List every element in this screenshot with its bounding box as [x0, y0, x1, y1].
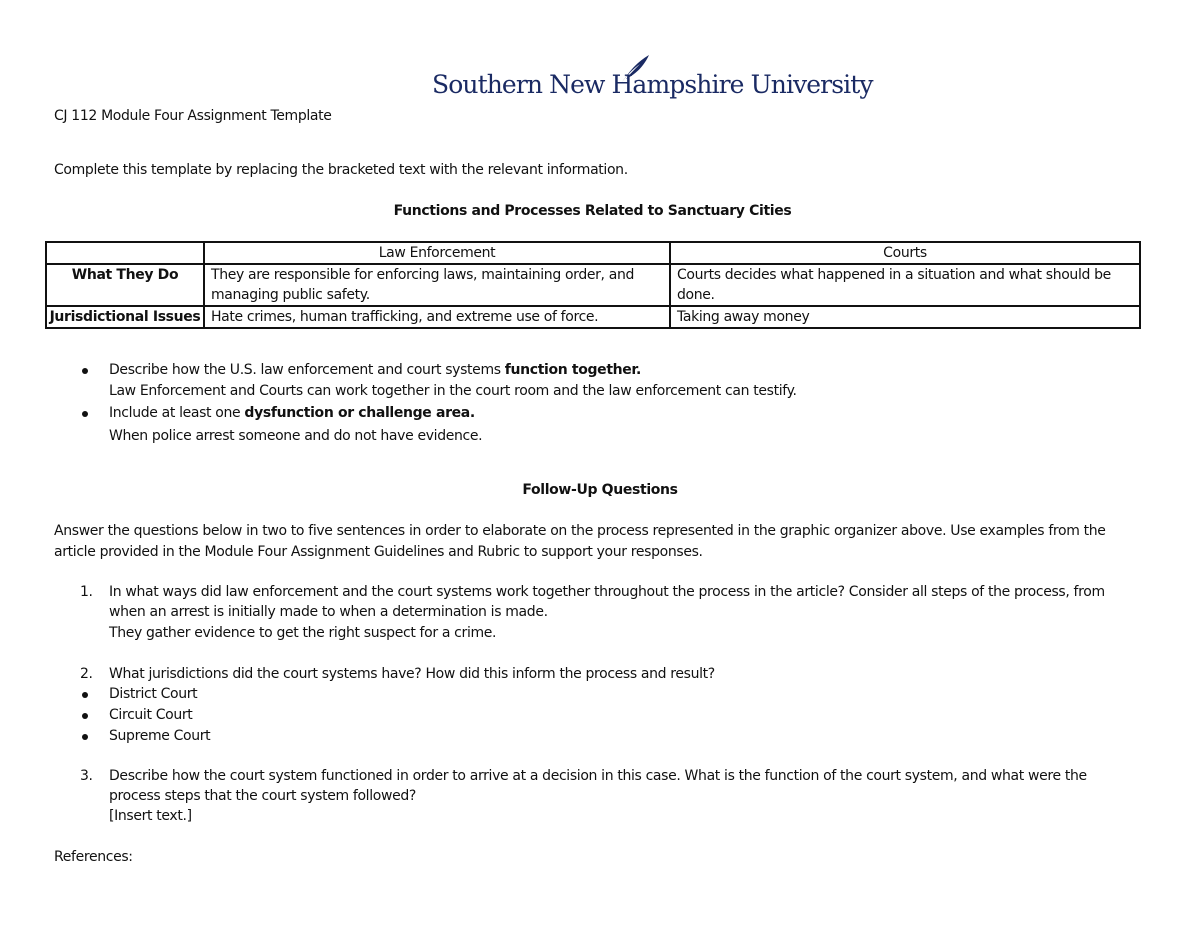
bullet-prefix: Include at least one: [109, 405, 245, 421]
bullet-bold: dysfunction or challenge area.: [244, 405, 475, 421]
question-2-line1: What jurisdictions did the court systems have? How did this inform the process and result?: [109, 666, 715, 682]
followup-intro-line2: article provided in the Module Four Assignment Guidelines and Rubric to support your responses.: [54, 544, 703, 560]
cell-law-enforcement: They are responsible for enforcing laws, maintaining order, and managing public safety.: [204, 264, 670, 306]
bullet-dot: [82, 692, 88, 698]
bullet-answer: When police arrest someone and do not have evidence.: [109, 428, 483, 444]
references-label: References:: [54, 849, 133, 865]
list-item: District Court: [109, 686, 198, 702]
table-header-row: [46, 242, 1140, 264]
question-3-answer: [Insert text.]: [109, 808, 192, 824]
question-1-line2: when an arrest is initially made to when a determination is made.: [109, 604, 548, 620]
question-number: 1.: [80, 584, 93, 600]
bullet-bold: function together.: [504, 362, 641, 378]
question-3-line2: process steps that the court system followed?: [109, 788, 416, 804]
question-1-answer: They gather evidence to get the right suspect for a crime.: [109, 625, 497, 641]
functions-table: [45, 241, 1141, 329]
question-1-line1: In what ways did law enforcement and the court systems work together throughout the process in the article? Consider all steps of the process, from: [109, 584, 1105, 600]
bullet-item-dysfunction: [109, 405, 475, 421]
bullet-dot: [82, 368, 88, 374]
header-cell-courts: Courts: [670, 242, 1140, 264]
bullet-prefix: Describe how the U.S. law enforcement and court systems: [109, 362, 505, 378]
cell-courts: Courts decides what happened in a situation and what should be done.: [670, 264, 1140, 306]
table-row: [46, 306, 1140, 328]
instructions-text: Complete this template by replacing the bracketed text with the relevant information.: [54, 162, 628, 178]
question-3-line1: Describe how the court system functioned in order to arrive at a decision in this case. What is the function of the court system, and what were the: [109, 768, 1087, 784]
row-label-jurisdictional-issues: Jurisdictional Issues: [46, 306, 204, 328]
header-cell-empty: [46, 242, 204, 264]
header-cell-law-enforcement: Law Enforcement: [204, 242, 670, 264]
followup-intro-line1: Answer the questions below in two to five sentences in order to elaborate on the process represented in the graphic organizer above. Use examples from the: [54, 523, 1106, 539]
university-logo: [432, 52, 873, 104]
document-title: CJ 112 Module Four Assignment Template: [54, 108, 332, 124]
followup-heading: Follow-Up Questions: [522, 482, 678, 498]
bullet-dot: [82, 734, 88, 740]
logo-text: Southern New Hampshire University: [432, 70, 873, 99]
table-heading: Functions and Processes Related to Sanctuary Cities: [393, 203, 792, 219]
question-number: 3.: [80, 768, 93, 784]
row-label-what-they-do: What They Do: [46, 264, 204, 306]
cell-courts: Taking away money: [670, 306, 1140, 328]
list-item: Circuit Court: [109, 707, 193, 723]
bullet-answer: Law Enforcement and Courts can work together in the court room and the law enforcement can testify.: [109, 383, 797, 399]
bullet-item-function: [109, 362, 641, 378]
cell-law-enforcement: Hate crimes, human trafficking, and extreme use of force.: [204, 306, 670, 328]
question-number: 2.: [80, 666, 93, 682]
list-item: Supreme Court: [109, 728, 211, 744]
table-row: [46, 264, 1140, 306]
bullet-dot: [82, 713, 88, 719]
bullet-dot: [82, 411, 88, 417]
